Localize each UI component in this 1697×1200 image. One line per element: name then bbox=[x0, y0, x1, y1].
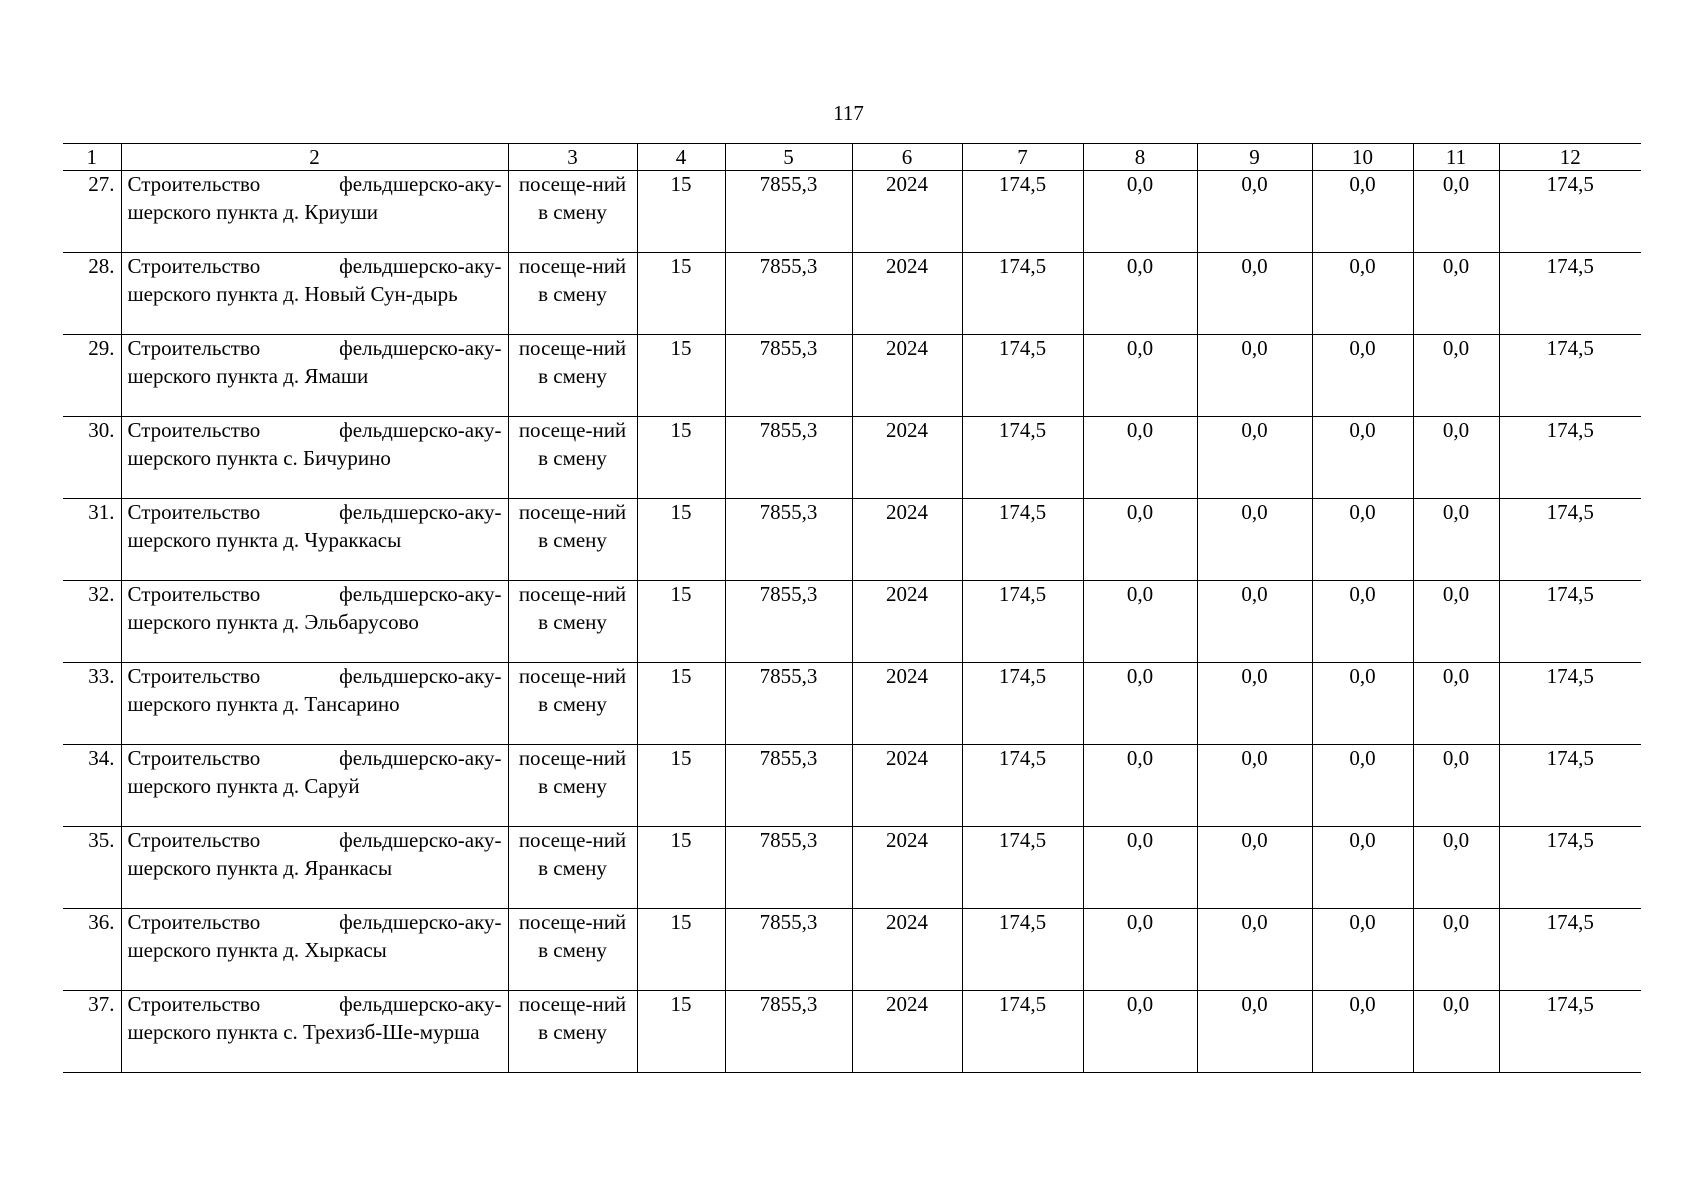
unit-cell: посеще-ний в смену bbox=[508, 827, 637, 909]
table-row bbox=[63, 171, 1641, 253]
value-cell: 0,0 bbox=[1312, 909, 1413, 991]
value-cell: 0,0 bbox=[1083, 991, 1197, 1073]
capacity-cell: 15 bbox=[637, 991, 725, 1073]
value-cell: 0,0 bbox=[1413, 991, 1499, 1073]
table-row bbox=[63, 417, 1641, 499]
unit-cell: посеще-ний в смену bbox=[508, 991, 637, 1073]
data-table bbox=[63, 143, 1641, 1073]
cost-cell: 7855,3 bbox=[725, 499, 852, 581]
cost-cell: 7855,3 bbox=[725, 663, 852, 745]
value-cell: 0,0 bbox=[1083, 171, 1197, 253]
object-name-cell: Строительство фельдшерско-аку-шерского пункта д. Хыркасы bbox=[121, 909, 508, 991]
value-cell: 174,5 bbox=[1499, 663, 1641, 745]
value-cell: 0,0 bbox=[1413, 745, 1499, 827]
unit-cell: посеще-ний в смену bbox=[508, 335, 637, 417]
value-cell: 0,0 bbox=[1083, 581, 1197, 663]
value-cell: 0,0 bbox=[1312, 663, 1413, 745]
year-cell: 2024 bbox=[852, 991, 962, 1073]
capacity-cell: 15 bbox=[637, 745, 725, 827]
cost-cell: 7855,3 bbox=[725, 171, 852, 253]
row-number-cell: 34. bbox=[63, 745, 121, 827]
cost-cell: 7855,3 bbox=[725, 991, 852, 1073]
object-name-cell: Строительство фельдшерско-аку-шерского пункта д. Тансарино bbox=[121, 663, 508, 745]
object-name-cell: Строительство фельдшерско-аку-шерского пункта д. Эльбарусово bbox=[121, 581, 508, 663]
value-cell: 0,0 bbox=[1413, 581, 1499, 663]
year-cell: 2024 bbox=[852, 171, 962, 253]
row-number-cell: 27. bbox=[63, 171, 121, 253]
capacity-cell: 15 bbox=[637, 909, 725, 991]
value-cell: 0,0 bbox=[1083, 499, 1197, 581]
column-header: 7 bbox=[962, 144, 1083, 171]
value-cell: 0,0 bbox=[1413, 827, 1499, 909]
value-cell: 0,0 bbox=[1413, 663, 1499, 745]
value-cell: 0,0 bbox=[1197, 663, 1312, 745]
table-row bbox=[63, 827, 1641, 909]
row-number-cell: 33. bbox=[63, 663, 121, 745]
row-number-cell: 31. bbox=[63, 499, 121, 581]
row-number-cell: 29. bbox=[63, 335, 121, 417]
value-cell: 174,5 bbox=[962, 253, 1083, 335]
row-number-cell: 36. bbox=[63, 909, 121, 991]
table-row bbox=[63, 499, 1641, 581]
value-cell: 174,5 bbox=[962, 335, 1083, 417]
table-row bbox=[63, 745, 1641, 827]
year-cell: 2024 bbox=[852, 909, 962, 991]
unit-cell: посеще-ний в смену bbox=[508, 171, 637, 253]
column-header: 9 bbox=[1197, 144, 1312, 171]
unit-cell: посеще-ний в смену bbox=[508, 663, 637, 745]
column-header: 5 bbox=[725, 144, 852, 171]
object-name-cell: Строительство фельдшерско-аку-шерского пункта д. Ямаши bbox=[121, 335, 508, 417]
capacity-cell: 15 bbox=[637, 499, 725, 581]
table-row bbox=[63, 663, 1641, 745]
page-number: 117 bbox=[833, 101, 864, 125]
unit-cell: посеще-ний в смену bbox=[508, 745, 637, 827]
value-cell: 174,5 bbox=[1499, 253, 1641, 335]
column-header: 2 bbox=[121, 144, 508, 171]
value-cell: 0,0 bbox=[1197, 499, 1312, 581]
value-cell: 0,0 bbox=[1413, 171, 1499, 253]
year-cell: 2024 bbox=[852, 745, 962, 827]
year-cell: 2024 bbox=[852, 499, 962, 581]
capacity-cell: 15 bbox=[637, 827, 725, 909]
year-cell: 2024 bbox=[852, 581, 962, 663]
object-name-cell: Строительство фельдшерско-аку-шерского пункта д. Чураккасы bbox=[121, 499, 508, 581]
value-cell: 0,0 bbox=[1312, 253, 1413, 335]
row-number-cell: 37. bbox=[63, 991, 121, 1073]
value-cell: 0,0 bbox=[1197, 991, 1312, 1073]
value-cell: 0,0 bbox=[1197, 253, 1312, 335]
table-row bbox=[63, 335, 1641, 417]
cost-cell: 7855,3 bbox=[725, 827, 852, 909]
cost-cell: 7855,3 bbox=[725, 335, 852, 417]
value-cell: 0,0 bbox=[1312, 499, 1413, 581]
value-cell: 174,5 bbox=[1499, 745, 1641, 827]
value-cell: 174,5 bbox=[1499, 171, 1641, 253]
year-cell: 2024 bbox=[852, 417, 962, 499]
table-row bbox=[63, 909, 1641, 991]
capacity-cell: 15 bbox=[637, 171, 725, 253]
value-cell: 0,0 bbox=[1197, 909, 1312, 991]
year-cell: 2024 bbox=[852, 663, 962, 745]
value-cell: 0,0 bbox=[1312, 827, 1413, 909]
value-cell: 174,5 bbox=[1499, 417, 1641, 499]
value-cell: 0,0 bbox=[1413, 417, 1499, 499]
column-header: 6 bbox=[852, 144, 962, 171]
value-cell: 0,0 bbox=[1413, 335, 1499, 417]
value-cell: 0,0 bbox=[1197, 745, 1312, 827]
value-cell: 0,0 bbox=[1312, 991, 1413, 1073]
column-header: 8 bbox=[1083, 144, 1197, 171]
value-cell: 174,5 bbox=[962, 499, 1083, 581]
unit-cell: посеще-ний в смену bbox=[508, 909, 637, 991]
value-cell: 0,0 bbox=[1312, 335, 1413, 417]
value-cell: 174,5 bbox=[962, 417, 1083, 499]
unit-cell: посеще-ний в смену bbox=[508, 417, 637, 499]
value-cell: 174,5 bbox=[1499, 991, 1641, 1073]
object-name-cell: Строительство фельдшерско-аку-шерского пункта с. Бичурино bbox=[121, 417, 508, 499]
table-row bbox=[63, 991, 1641, 1073]
value-cell: 0,0 bbox=[1083, 827, 1197, 909]
row-number-cell: 30. bbox=[63, 417, 121, 499]
value-cell: 0,0 bbox=[1413, 909, 1499, 991]
column-header: 4 bbox=[637, 144, 725, 171]
value-cell: 174,5 bbox=[962, 171, 1083, 253]
value-cell: 0,0 bbox=[1083, 909, 1197, 991]
value-cell: 174,5 bbox=[962, 745, 1083, 827]
table-row bbox=[63, 581, 1641, 663]
object-name-cell: Строительство фельдшерско-аку-шерского пункта д. Криуши bbox=[121, 171, 508, 253]
value-cell: 174,5 bbox=[1499, 499, 1641, 581]
value-cell: 0,0 bbox=[1083, 745, 1197, 827]
value-cell: 0,0 bbox=[1312, 171, 1413, 253]
value-cell: 174,5 bbox=[1499, 581, 1641, 663]
value-cell: 174,5 bbox=[962, 991, 1083, 1073]
column-header: 1 bbox=[63, 144, 121, 171]
capacity-cell: 15 bbox=[637, 253, 725, 335]
value-cell: 174,5 bbox=[962, 827, 1083, 909]
value-cell: 0,0 bbox=[1083, 417, 1197, 499]
value-cell: 0,0 bbox=[1197, 417, 1312, 499]
row-number-cell: 35. bbox=[63, 827, 121, 909]
capacity-cell: 15 bbox=[637, 663, 725, 745]
capacity-cell: 15 bbox=[637, 335, 725, 417]
value-cell: 0,0 bbox=[1083, 663, 1197, 745]
row-number-cell: 28. bbox=[63, 253, 121, 335]
value-cell: 0,0 bbox=[1197, 335, 1312, 417]
year-cell: 2024 bbox=[852, 253, 962, 335]
row-number-cell: 32. bbox=[63, 581, 121, 663]
column-header: 3 bbox=[508, 144, 637, 171]
value-cell: 0,0 bbox=[1312, 581, 1413, 663]
value-cell: 0,0 bbox=[1083, 253, 1197, 335]
column-header: 11 bbox=[1413, 144, 1499, 171]
unit-cell: посеще-ний в смену bbox=[508, 581, 637, 663]
column-header: 12 bbox=[1499, 144, 1641, 171]
cost-cell: 7855,3 bbox=[725, 417, 852, 499]
value-cell: 0,0 bbox=[1312, 745, 1413, 827]
object-name-cell: Строительство фельдшерско-аку-шерского пункта с. Трехизб-Ше-мурша bbox=[121, 991, 508, 1073]
value-cell: 174,5 bbox=[962, 581, 1083, 663]
year-cell: 2024 bbox=[852, 335, 962, 417]
value-cell: 0,0 bbox=[1197, 827, 1312, 909]
value-cell: 0,0 bbox=[1413, 499, 1499, 581]
table-row bbox=[63, 253, 1641, 335]
value-cell: 0,0 bbox=[1197, 581, 1312, 663]
unit-cell: посеще-ний в смену bbox=[508, 253, 637, 335]
value-cell: 174,5 bbox=[962, 909, 1083, 991]
cost-cell: 7855,3 bbox=[725, 909, 852, 991]
value-cell: 174,5 bbox=[1499, 335, 1641, 417]
year-cell: 2024 bbox=[852, 827, 962, 909]
value-cell: 174,5 bbox=[1499, 827, 1641, 909]
unit-cell: посеще-ний в смену bbox=[508, 499, 637, 581]
column-header: 10 bbox=[1312, 144, 1413, 171]
capacity-cell: 15 bbox=[637, 581, 725, 663]
object-name-cell: Строительство фельдшерско-аку-шерского пункта д. Новый Сун-дырь bbox=[121, 253, 508, 335]
cost-cell: 7855,3 bbox=[725, 581, 852, 663]
capacity-cell: 15 bbox=[637, 417, 725, 499]
object-name-cell: Строительство фельдшерско-аку-шерского пункта д. Саруй bbox=[121, 745, 508, 827]
cost-cell: 7855,3 bbox=[725, 745, 852, 827]
value-cell: 174,5 bbox=[962, 663, 1083, 745]
table-header-row bbox=[63, 144, 1641, 171]
value-cell: 0,0 bbox=[1413, 253, 1499, 335]
object-name-cell: Строительство фельдшерско-аку-шерского пункта д. Яранкасы bbox=[121, 827, 508, 909]
value-cell: 0,0 bbox=[1197, 171, 1312, 253]
value-cell: 174,5 bbox=[1499, 909, 1641, 991]
cost-cell: 7855,3 bbox=[725, 253, 852, 335]
value-cell: 0,0 bbox=[1312, 417, 1413, 499]
value-cell: 0,0 bbox=[1083, 335, 1197, 417]
